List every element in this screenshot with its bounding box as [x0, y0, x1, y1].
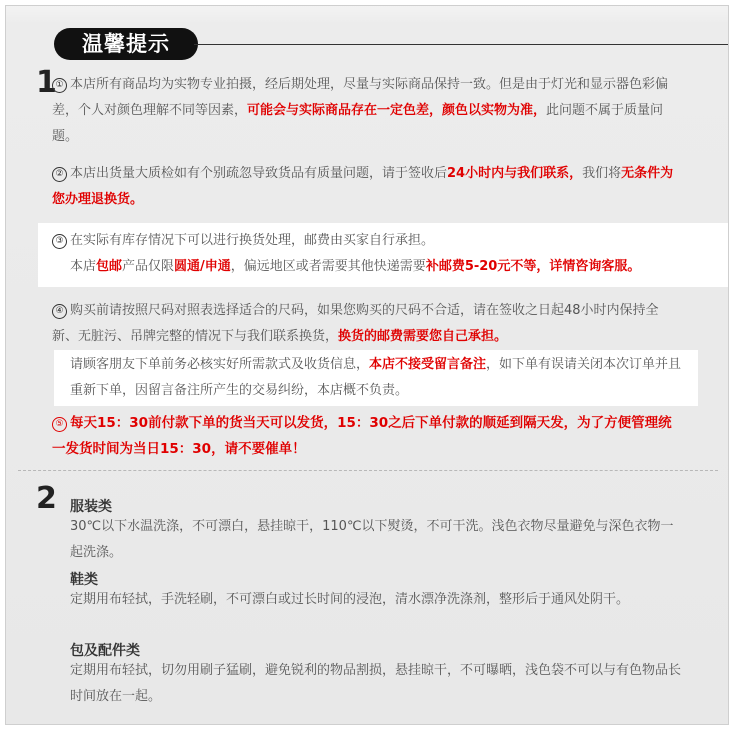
item-marker: ②	[52, 167, 67, 182]
care-heading-clothing: 服装类	[70, 499, 112, 515]
item-text: 本店出货量大质检如有个别疏忽导致货品有质量问题，请于签收后	[70, 166, 448, 181]
item-highlight: 换货的邮费需要您自己承担。	[338, 329, 508, 344]
item-text: 本店	[70, 259, 97, 274]
notice-title: 温馨提示	[54, 28, 198, 60]
item-marker: ④	[52, 304, 67, 319]
item-marker: ①	[52, 78, 67, 93]
section-number-1: 1	[36, 65, 57, 100]
item-text: 本店所有商品均为实物专业拍摄，经后期处理，尽量与实际商品保持一致。但是由于灯光和显示器色彩偏差，个人对颜色理解不同等因素，	[52, 77, 669, 118]
section-number-2: 2	[36, 481, 57, 516]
item-highlight: 可能会与实际商品存在一定色差，颜色以实物为准，	[247, 103, 547, 118]
item-marker: ③	[52, 234, 67, 249]
section-divider	[18, 470, 718, 471]
notice-panel	[5, 5, 729, 725]
item-highlight: 补邮费5-20元不等，详情咨询客服。	[425, 259, 641, 274]
care-text-bags: 定期用布轻拭，切勿用刷子猛刷，避免锐利的物品割损，悬挂晾干，不可曝晒，浅色袋不可以与有色物品长时间放在一起。	[70, 663, 682, 704]
item-3-line-1	[52, 228, 712, 254]
item-text: 购买前请按照尺码对照表选择适合的尺码，如果您购买的尺码不合适，请在签收之日起48小时内保持全新、无脏污、吊牌完整的情况下与我们联系换货，	[52, 303, 659, 344]
item-marker: ⑤	[52, 417, 67, 432]
care-text-shoes: 定期用布轻拭，手洗轻刷，不可漂白或过长时间的浸泡，清水漂净洗涤剂，整形后于通风处阴干。	[70, 592, 630, 607]
notice-item-3	[52, 228, 712, 280]
item-text-end: 此问题不属于质量问题。	[52, 103, 664, 144]
item-highlight: 包邮	[96, 259, 123, 274]
note-text: 请顾客朋友下单前务必核实好所需款式及收货信息，	[70, 357, 370, 372]
notice-item-2	[52, 161, 678, 213]
care-text-clothing: 30℃以下水温洗涤，不可漂白，悬挂晾干，110℃以下熨烫，不可干洗。浅色衣物尽量避免与深色衣物一起洗涤。	[70, 519, 674, 560]
note-highlight: 本店不接受留言备注	[369, 357, 487, 372]
item-text: ，偏远地区或者需要其他快递需要	[230, 259, 426, 274]
item-text: 产品仅限	[122, 259, 175, 274]
notice-item-5	[52, 410, 678, 462]
care-heading-shoes: 鞋类	[70, 572, 98, 588]
item-highlight: 24小时内与我们联系，	[447, 166, 583, 181]
notice-item-4	[52, 298, 678, 350]
notice-item-1	[52, 72, 678, 150]
item-text: 每天15：30前付款下单的货当天可以发货，15：30之后下单付款的顺延到隔天发，为了方便管理统一发货时间为当日15：30，请不要催单！	[52, 415, 672, 457]
item-text: 我们将	[582, 166, 622, 181]
care-heading-bags: 包及配件类	[70, 643, 140, 659]
title-divider	[194, 44, 729, 45]
item-highlight: 无条件为您办理退换货。	[52, 166, 674, 207]
item-text: 在实际有库存情况下可以进行换货处理，邮费由买家自行承担。	[70, 233, 435, 248]
note-text: ，如下单有误请关闭本次订单并且重新下单，因留言备注所产生的交易纠纷，本店概不负责。	[70, 357, 682, 398]
item-highlight: 圆通/申通	[174, 259, 231, 274]
item-3-line-2	[52, 254, 712, 280]
order-note	[70, 352, 684, 404]
